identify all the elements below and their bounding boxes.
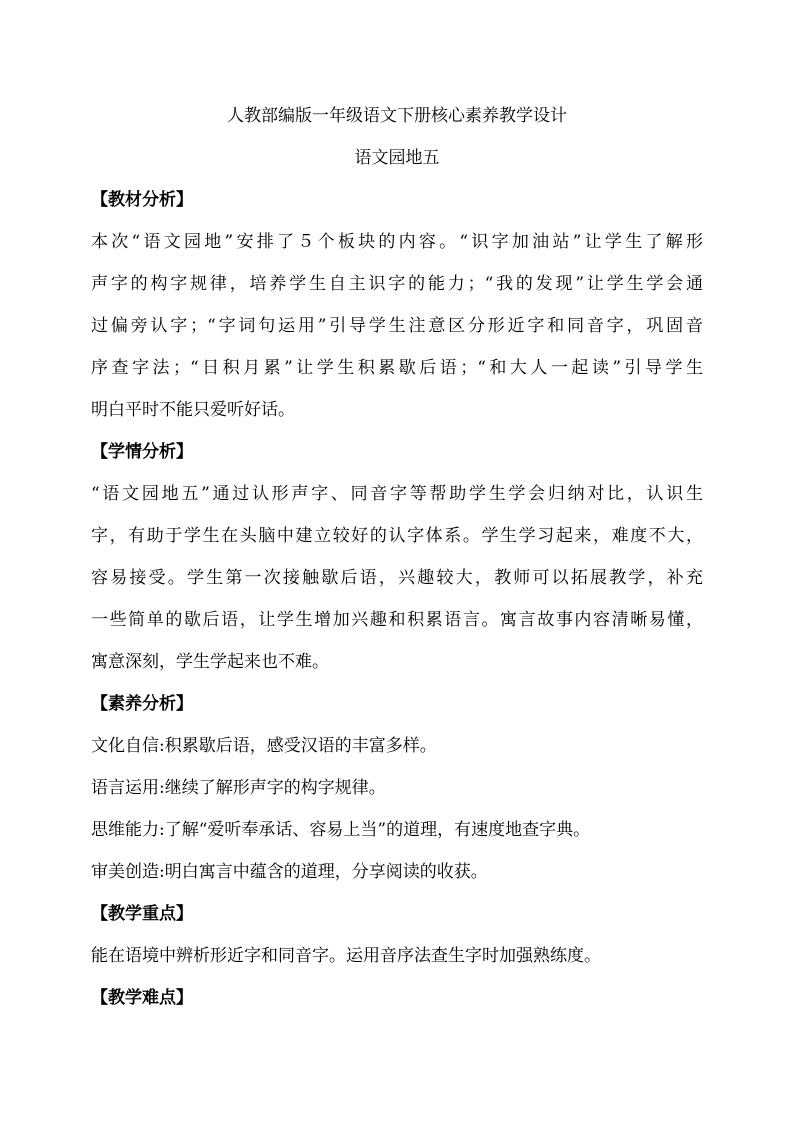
literacy-item-language-use: 语言运用:继续了解形声字的构字规律。 (91, 778, 386, 798)
paragraph-line: “语文园地五”通过认形声字、同音字等帮助学生学会归纳对比，认识生 (91, 484, 703, 504)
paragraph-line: 本次“语文园地”安排了５个板块的内容。“识字加油站”让学生了解形 (91, 232, 703, 252)
paragraph-line: 一些简单的歇后语，让学生增加兴趣和积累语言。寓言故事内容清晰易懂， (91, 610, 703, 630)
document-subtitle: 语文园地五 (354, 148, 440, 168)
section-heading-literacy-analysis: 【素养分析】 (91, 694, 193, 714)
paragraph-line: 寓意深刻，学生学起来也不难。 (91, 652, 329, 672)
literacy-item-thinking-ability: 思维能力:了解“爱听奉承话、容易上当”的道理，有速度地查字典。 (91, 820, 591, 840)
paragraph-line: 声字的构字规律，培养学生自主识字的能力；“我的发现”让学生学会通 (91, 274, 703, 294)
section-heading-student-analysis: 【学情分析】 (91, 442, 193, 462)
paragraph-line: 明白平时不能只爱听好话。 (91, 400, 295, 420)
paragraph-line: 能在语境中辨析形近字和同音字。运用音序法查生字时加强熟练度。 (91, 946, 601, 966)
document-title: 人教部编版一年级语文下册核心素养教学设计 (227, 106, 567, 126)
section-heading-textbook-analysis: 【教材分析】 (91, 190, 193, 210)
paragraph-line: 容易接受。学生第一次接触歇后语，兴趣较大，教师可以拓展教学，补充 (91, 568, 703, 588)
paragraph-line: 字，有助于学生在头脑中建立较好的认字体系。学生学习起来，难度不大， (91, 526, 703, 546)
section-heading-teaching-difficulty: 【教学难点】 (91, 988, 193, 1008)
literacy-item-cultural-confidence: 文化自信:积累歇后语，感受汉语的丰富多样。 (91, 736, 437, 756)
paragraph-line: 过偏旁认字；“字词句运用”引导学生注意区分形近字和同音字，巩固音 (91, 316, 703, 336)
paragraph-line: 序查字法；“日积月累”让学生积累歇后语；“和大人一起读”引导学生 (91, 358, 703, 378)
section-heading-teaching-focus: 【教学重点】 (91, 904, 193, 924)
literacy-item-aesthetic-creation: 审美创造:明白寓言中蕴含的道理，分享阅读的收获。 (91, 862, 488, 882)
